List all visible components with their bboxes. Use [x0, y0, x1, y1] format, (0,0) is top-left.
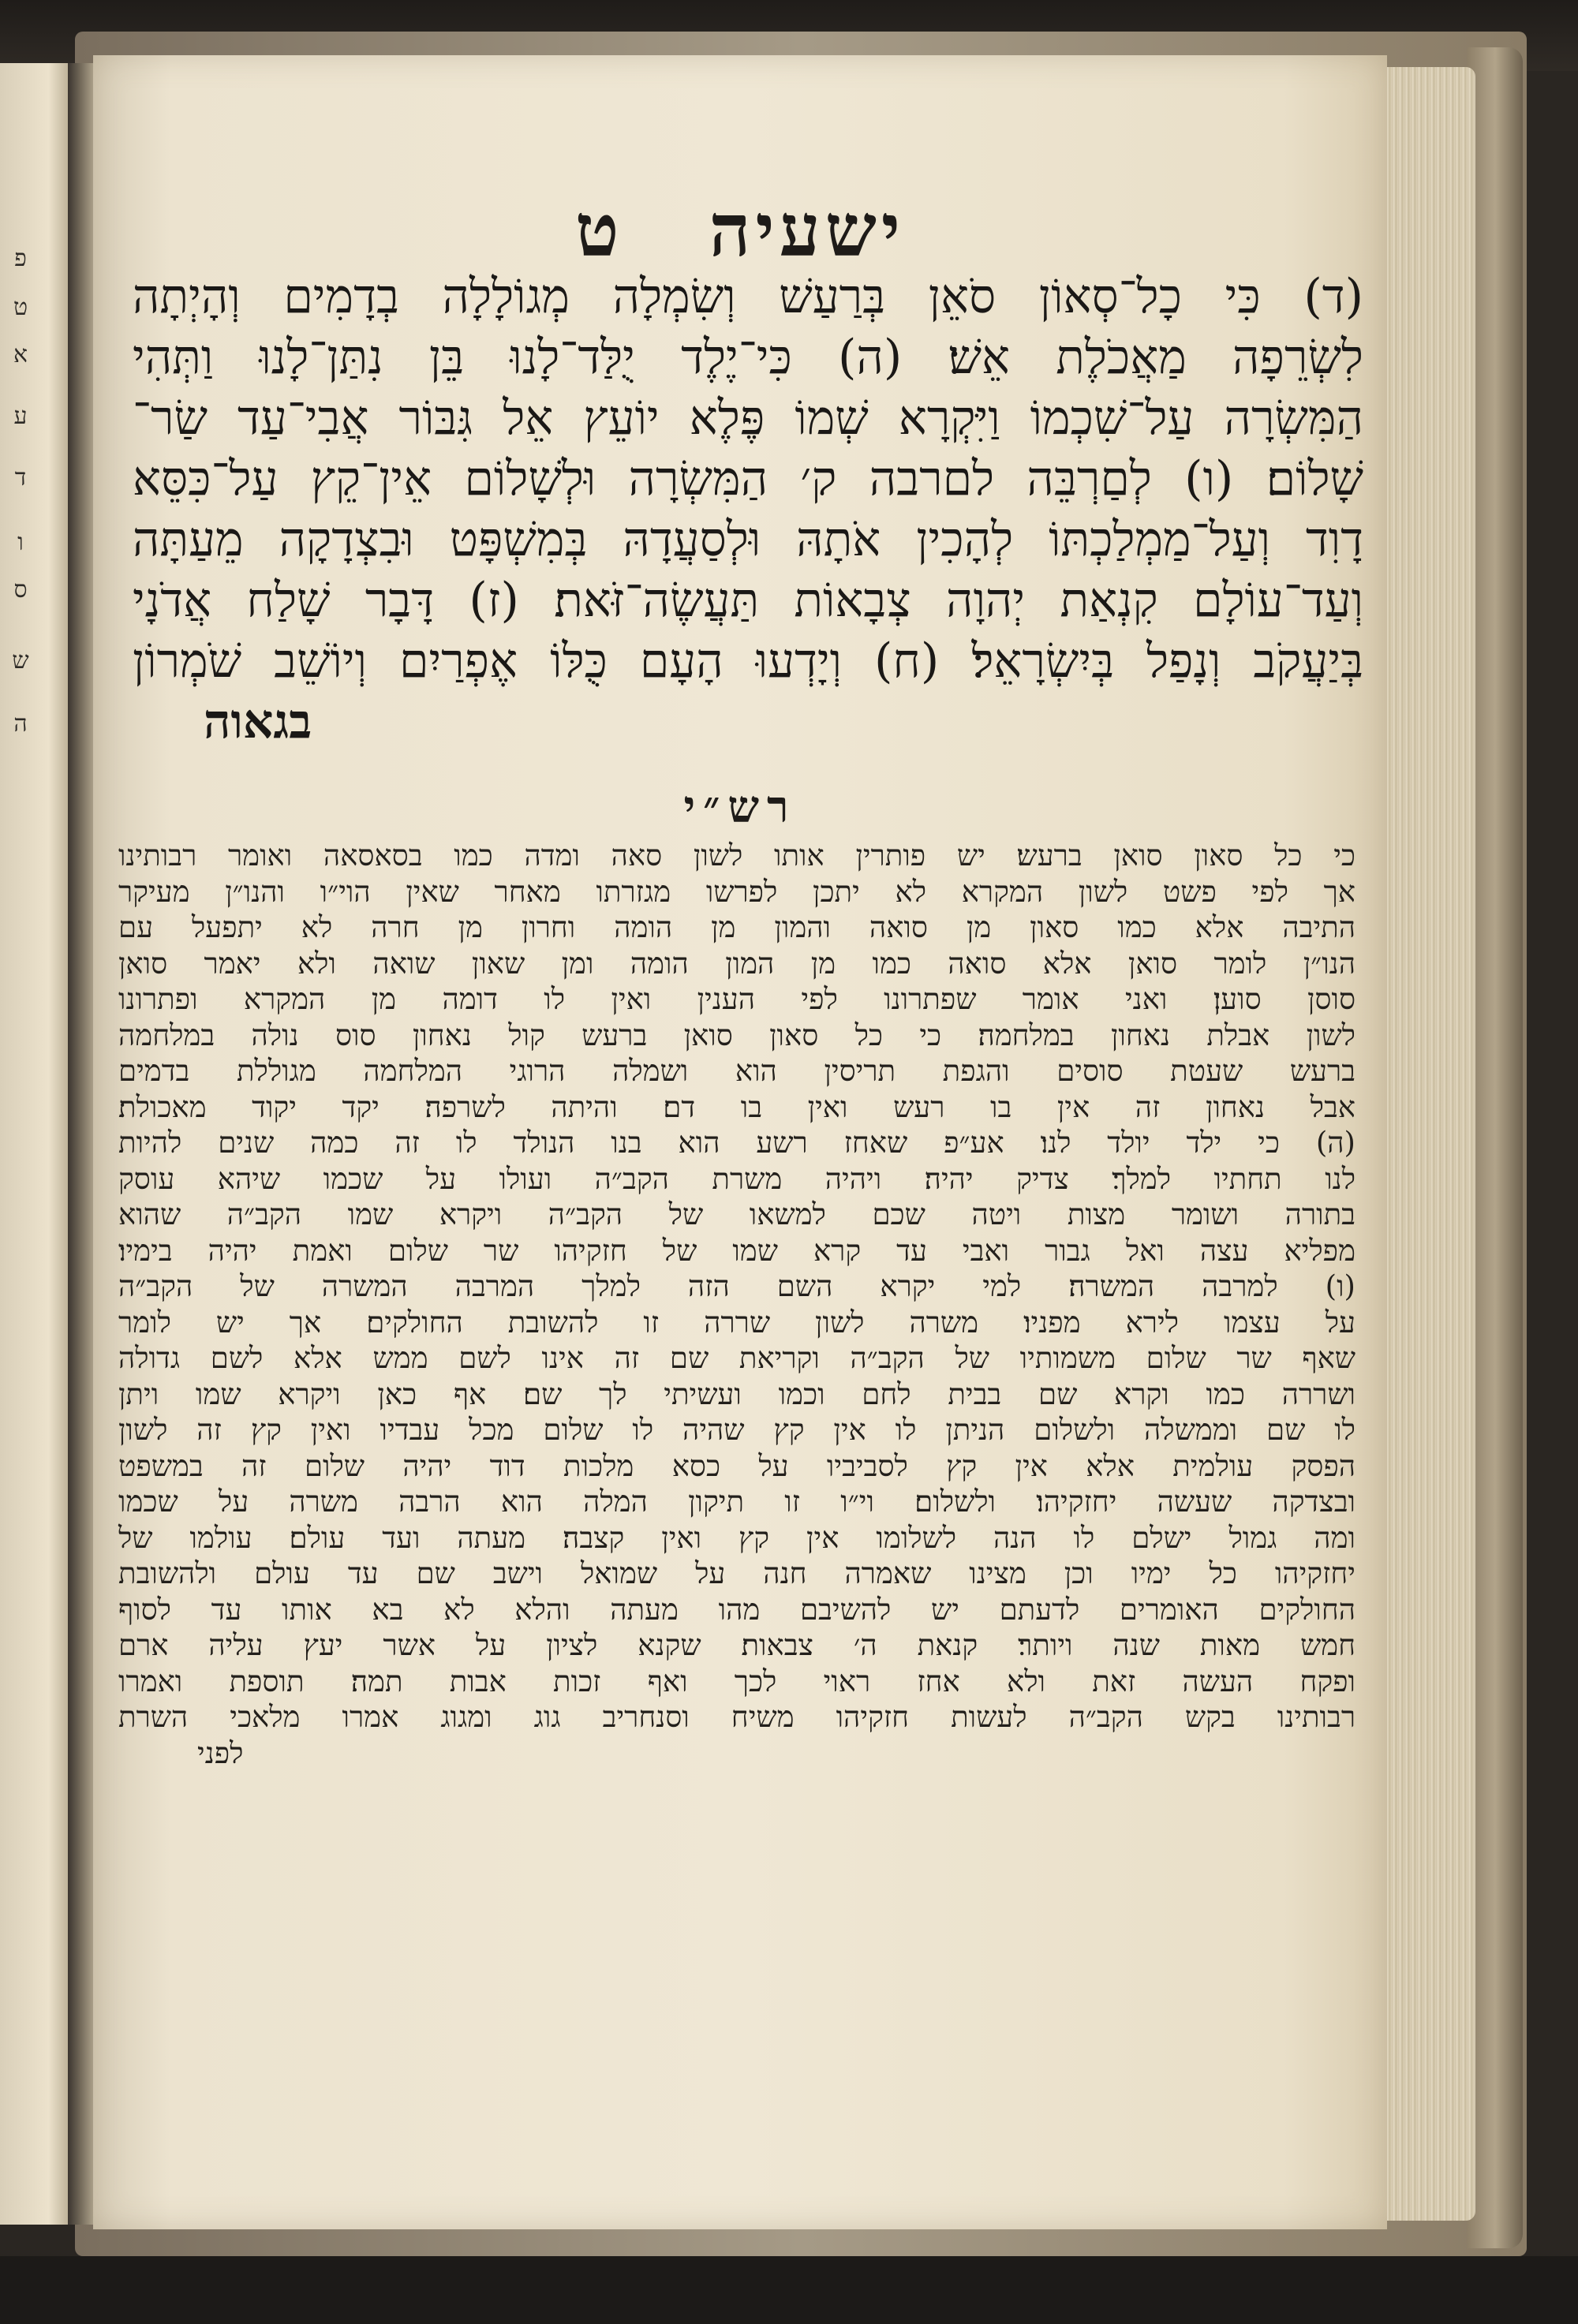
page-header — [117, 188, 1363, 273]
commentary-line: (ו) למרבה המשרה׃ למי יקרא השם הזה למלך המרבה המשרה של הקב״ה — [118, 1269, 1356, 1303]
scripture-line: (ד) כִּי כָל־סְאוֹן סֹאֵן בְּרַעַשׁ וְשִׂמְלָה מְגוֹלָלָה בְדָמִים וְהָיְתָה — [133, 269, 1363, 324]
commentary-title: רש״י — [683, 781, 797, 833]
left-page-letter: ט — [13, 293, 28, 321]
backdrop-bottom — [0, 2256, 1578, 2324]
book-binding-edge — [1468, 47, 1523, 2248]
left-page-letter: ש — [12, 647, 29, 674]
commentary-line: שאף שר שלום משמותיו של הקב״ה וקריאת שם זה אינו לשם ממש אלא לשם גדולה — [118, 1341, 1356, 1375]
left-page-letter: ה — [13, 710, 28, 738]
commentary-line: החולקים האומרים לדעתם יש להשיבם מהו מעתה והלא לא בא אותו עד לסוף — [118, 1592, 1356, 1627]
commentary-line: לו שם וממשלה ולשלום הניתן לו אין קץ שהיה לו שלום מכל עבדיו ואין קץ זה לשון — [118, 1413, 1356, 1447]
left-page-letter: פ — [14, 245, 27, 272]
commentary-text — [118, 838, 1356, 1771]
left-page-fragment — [0, 63, 69, 2225]
left-page-letter: ד — [14, 464, 27, 491]
commentary-line: יחזקיהו כל ימיו וכן מצינו שאמרה חנה על שמואל וישב שם עד עולם ולהשובת — [118, 1556, 1356, 1590]
page-edges — [1373, 67, 1475, 2221]
commentary-line: מפליא עצה ואל גבור ואבי עד קרא שמו של חזקיהו שר שלום ואמת יהיה בימיו׃ — [118, 1233, 1356, 1268]
commentary-line: אך לפי פשט לשון המקרא לא יתכן לפרשו מגזרתו מאחר שאין הוי״ו והנו״ן מעיקר — [118, 874, 1356, 909]
commentary-line: על עצמו לירא מפניו׃ משרה לשון שררה זו להשובת החולקים׃ אך יש לומר — [118, 1305, 1356, 1339]
commentary-line: ברעש שעטת סוסים והגפת תריסין הוא ושמלה הרוגי המלחמה מגוללת בדמים — [118, 1054, 1356, 1088]
scripture-line: שָׁלוֹם׃ (ו) לְםַרְבֵּה לםרבה ק׳ הַמִּשְׂרָה וּלְשָׁלוֹם אֵין־קֵץ עַל־כִּסֵּא — [133, 451, 1363, 506]
commentary-line: (ה) כי ילד יולד לנו׃ אע״פ שאחז רשע הוא בנו הנולד לו זה כמה שנים להיות — [118, 1126, 1356, 1160]
commentary-line: בתורה ושומר מצות ויטה שכם למשאו של הקב״ה ויקרא שמו הקב״ה שהוא — [118, 1197, 1356, 1231]
left-page-letter: ו — [17, 529, 24, 556]
commentary-line: הפסק עולמית אלא אין קץ לסביביו על כסא מלכות דוד יהיה שלום זה במשפט — [118, 1448, 1356, 1483]
scripture-line: בְּיַעֲקֹב וְנָפַל בְּיִשְׂרָאֵל׃ (ח) וְיָדְעוּ הָעָם כֻּלּוֹ אֶפְרַיִם וְיוֹשֵׁב שֹׁמְרוֹן — [133, 633, 1363, 689]
left-page-letter: ע — [13, 402, 28, 430]
chapter-number: ט — [575, 188, 624, 273]
book-title: ישעיה — [709, 188, 905, 273]
scripture-line: דָוִד וְעַל־מַמְלַכְתּוֹ לְהָכִין אֹתָהּ וּלְסַעֲדָהּ בְּמִשְׁפָּט וּבִצְדָקָה מֵעַתָּה — [133, 512, 1363, 567]
scripture-line: וְעַד־עוֹלָם קִנְאַת יְהוָה צְבָאוֹת תַּעֲשֶׂה־זֹּאת׃ (ז) דָּבָר שָׁלַח אֲדֹנָי — [133, 573, 1363, 628]
commentary-line: התיבה אלא כמו סאון מן סואה והמון מן הומה וחרון מן חרה לא יתפעל עם — [118, 910, 1356, 944]
commentary-line: סוסן סוען׃ ואני אומר שפתרונו לפי הענין ואין לו דומה מן המקרא ופתרונו — [118, 982, 1356, 1016]
commentary-line: הנו״ן לומר סואן אלא סואה כמו מן המון הומה ומן שאון שואה ולא יאמר סואן — [118, 946, 1356, 981]
scripture-catchword: בגאוה — [204, 694, 312, 749]
scripture-text — [133, 267, 1363, 753]
commentary-line: רבותינו בקש הקב״ה לעשות חזקיהו משיח וסנחריב גוג ומגוג אמרו מלאכי השרת — [118, 1700, 1356, 1734]
commentary-line: ופקח העשה זאת ולא אחז ראוי לכך ואף זכות אבות תמה׃ תוספת ואמרו — [118, 1664, 1356, 1698]
scripture-line: לִשְׂרֵפָה מַאֲכֹלֶת אֵשׁ׃ (ה) כִּי־יֶלֶד יֻלַּד־לָנוּ בֵּן נִתַּן־לָנוּ וַתְּהִי — [133, 330, 1363, 385]
commentary-line: אבל נאחון זה אין בו רעש ואין בו דם׃ והיתה לשרפה׃ יקד יקוד מאכולת׃ — [118, 1089, 1356, 1124]
book-gutter — [68, 63, 96, 2225]
commentary-line: לשון אבלת נאחון במלחמה׃ כי כל סאון סואן ברעש קול נאחון סוס נולה במלחמה — [118, 1018, 1356, 1052]
commentary-line: לנו תחתיו למלך׃ צדיק יהיה׃ ויהיה משרת הקב״ה ועולו על שכמו שיהא עוסק — [118, 1161, 1356, 1196]
commentary-line: ובצדקה שעשה יחזקיהו׃ ולשלום׃ וי״ו זו תיקון המלה הוא הרבה משרה על שכמו — [118, 1485, 1356, 1519]
commentary-line: ושררה כמו וקרא שם בבית לחם וכמו ועשיתי לך שם׃ אף כאן ויקרא שמו ויתן — [118, 1377, 1356, 1411]
scripture-line: הַמִּשְׂרָה עַל־שִׁכְמוֹ וַיִּקְרָא שְׁמוֹ פֶּלֶא יוֹעֵץ אֵל גִּבּוֹר אֲבִי־עַד שַׂר־ — [133, 390, 1363, 446]
commentary-line: ומה גמול ישלם לו הנה לשלומו אין קץ ואין קצבה׃ מעתה ועד עולם׃ עולמו של — [118, 1520, 1356, 1555]
commentary-line: חמש מאות שנה ויותר׃ קנאת ה׳ צבאות׃ שקנא לציון על אשר יעץ עליה ארם — [118, 1628, 1356, 1662]
left-page-letter: א — [13, 341, 28, 368]
left-page-letter: ס — [13, 576, 28, 603]
commentary-catchword: לפני — [197, 1736, 244, 1770]
commentary-line: כי כל סאון סואן ברעש׃ יש פותרין אותו לשון סאה ומדה כמו בסאסאה ואומר רבותינו — [118, 839, 1356, 872]
